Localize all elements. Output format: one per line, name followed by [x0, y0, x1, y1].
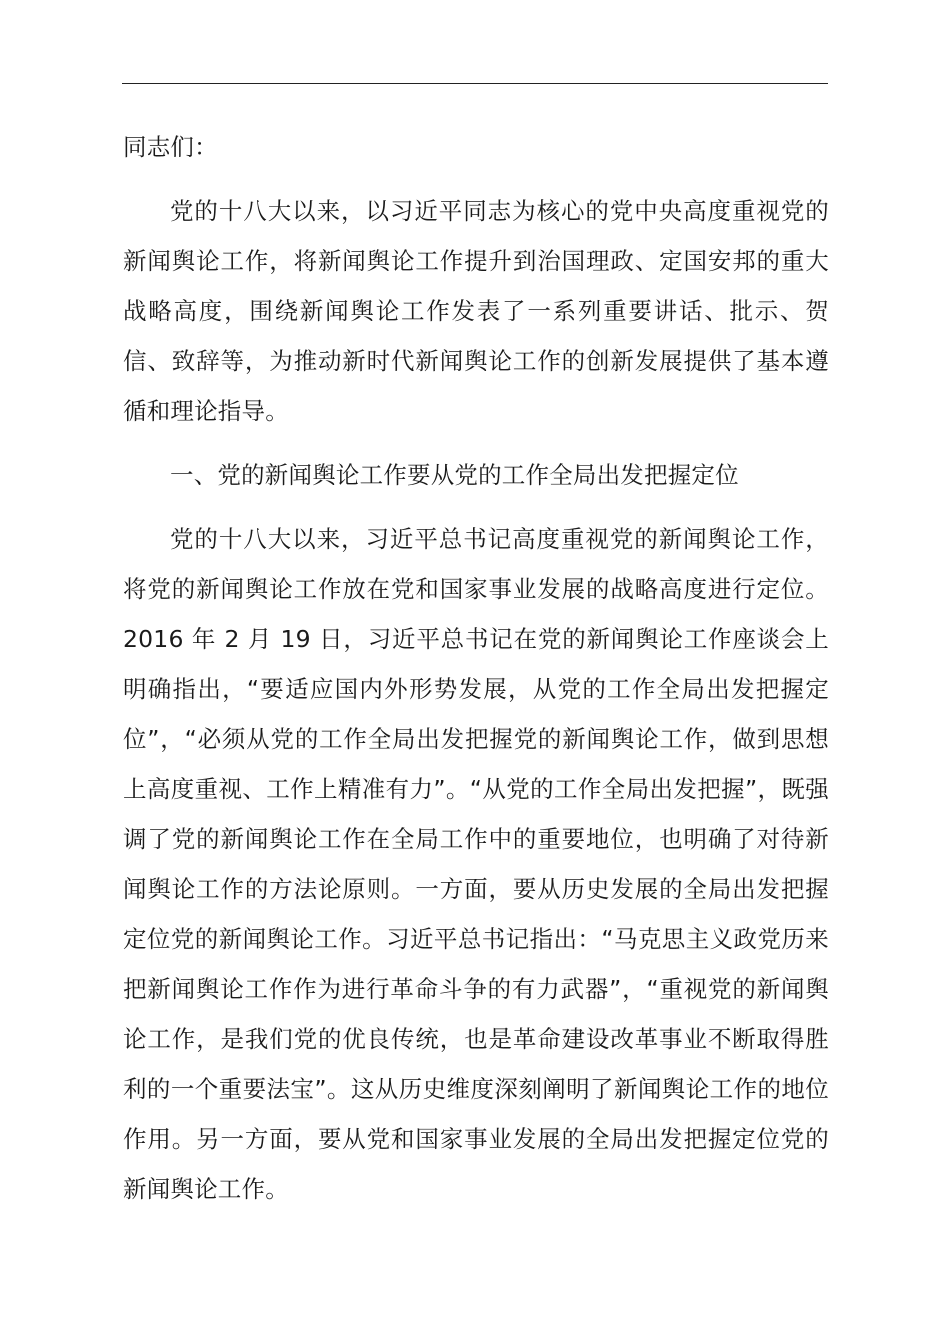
section-paragraph: 党的十八大以来，习近平总书记高度重视党的新闻舆论工作，将党的新闻舆论工作放在党和国家事业发展的战略高度进行定位。2016 年 2 月 19 日，习近平总书记在党的新闻舆论工作座谈会上明确指出，“要适应国内外形势发展，从党的工作全局出发把握定位”，“必须从党的工作全局出发把握党的新闻舆论工作，做到思想上高度重视、工作上精准有力”。“从党的工作全局出发把握”，既强调了党的新闻舆论工作在全局工作中的重要地位，也明确了对待新闻舆论工作的方法论原则。一方面，要从历史发展的全局出发把握定位党的新闻舆论工作。习近平总书记指出：“马克思主义政党历来把新闻舆论工作作为进行革命斗争的有力武器”，“重视党的新闻舆论工作，是我们党的优良传统，也是革命建设改革事业不断取得胜利的一个重要法宝”。这从历史维度深刻阐明了新闻舆论工作的地位作用。另一方面，要从党和国家事业发展的全局出发把握定位党的新闻舆论工作。 — [123, 525, 829, 1203]
salutation: 同志们： — [123, 133, 218, 161]
header-rule — [122, 83, 828, 84]
section-heading: 一、党的新闻舆论工作要从党的工作全局出发把握定位 — [170, 461, 739, 489]
document-body — [123, 122, 829, 1228]
intro-paragraph: 党的十八大以来，以习近平同志为核心的党中央高度重视党的新闻舆论工作，将新闻舆论工作提升到治国理政、定国安邦的重大战略高度，围绕新闻舆论工作发表了一系列重要讲话、批示、贺信、致辞等，为推动新时代新闻舆论工作的创新发展提供了基本遵循和理论指导。 — [123, 197, 829, 425]
